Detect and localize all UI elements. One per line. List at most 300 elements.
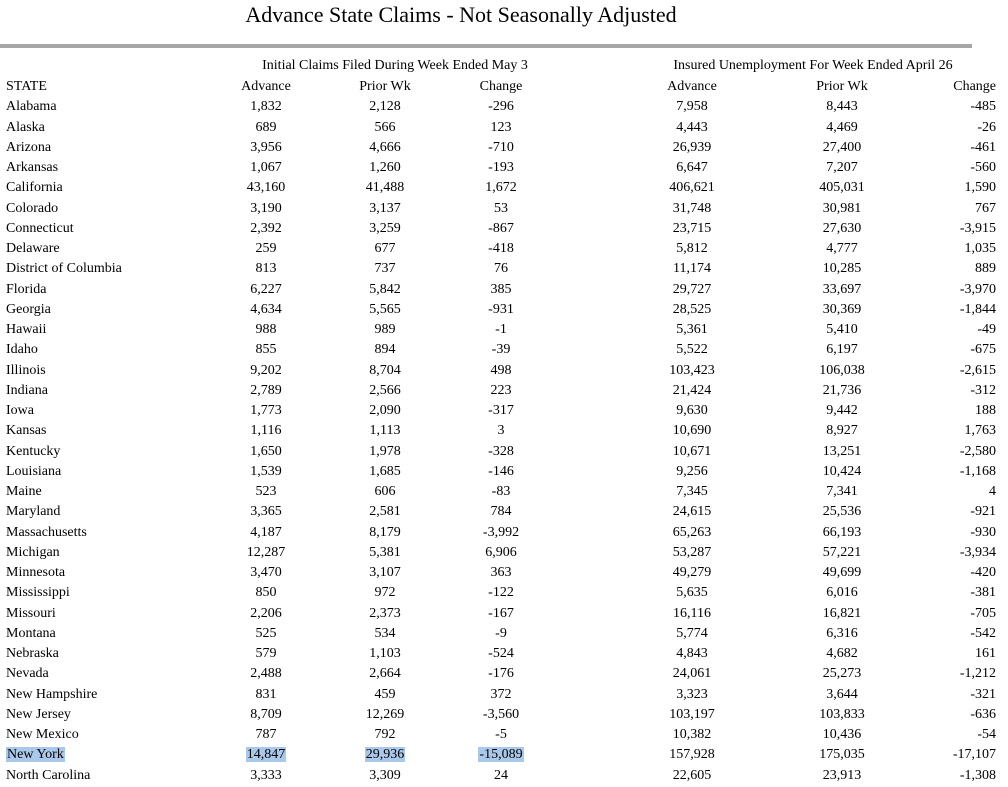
insured-advance-cell-text: 4,443 [676,119,708,135]
state-cell [6,320,46,340]
state-cell-text: Maine [6,484,42,499]
initial-change-cell [456,401,546,421]
insured-prior-cell-text: 21,736 [822,382,862,398]
insured-change-cell-text: -1,844 [959,301,996,317]
insured-change-cell [948,705,996,725]
column-header-state: STATE [6,79,47,94]
state-cell [6,563,65,583]
initial-advance-cell-text: 14,847 [246,747,286,763]
insured-advance-cell-text: 22,605 [672,767,712,783]
insured-change-cell-text: -3,915 [959,220,996,236]
initial-change-cell [456,97,546,117]
insured-prior-cell [797,401,887,421]
initial-change-cell [456,563,546,583]
state-cell-text: New Jersey [6,706,71,722]
table-row [0,583,1008,603]
insured-advance-cell-text: 5,361 [676,322,708,337]
initial-prior-cell-text: 972 [374,585,396,601]
insured-change-cell-text: 4 [989,484,996,499]
state-cell [6,644,59,664]
insured-change-cell-text: -636 [970,706,996,722]
initial-prior-cell-text: 4,666 [369,139,401,155]
insured-advance-cell [647,320,737,340]
initial-advance-cell-text: 579 [255,646,277,661]
initial-prior-cell-text: 1,978 [369,443,401,459]
insured-change-cell-text: 889 [975,261,996,277]
state-cell [6,239,60,259]
insured-advance-cell-text: 6,647 [676,160,708,175]
initial-change-cell [456,725,546,745]
initial-advance-cell-text: 3,470 [250,565,282,580]
insured-prior-cell-text: 30,369 [822,301,862,317]
table-row [0,401,1008,421]
table-row [0,178,1008,198]
insured-advance-cell-text: 103,423 [669,362,715,378]
table-row [0,604,1008,624]
insured-advance-cell [647,664,737,684]
initial-advance-cell [221,462,311,482]
table-row [0,97,1008,117]
state-cell [6,381,48,401]
initial-change-cell [456,766,546,786]
insured-change-cell-text: -321 [970,686,996,702]
initial-advance-cell [221,644,311,664]
table-row [0,239,1008,259]
insured-advance-cell [647,199,737,219]
insured-prior-cell-text: 405,031 [819,180,865,196]
insured-advance-cell-text: 5,635 [676,585,708,601]
insured-prior-cell [797,502,887,522]
initial-advance-cell-text: 6,227 [250,281,282,297]
initial-advance-cell-text: 2,206 [250,605,282,621]
insured-prior-cell [797,583,887,603]
initial-change-cell-text: 76 [494,261,508,277]
initial-claims-group-header: Initial Claims Filed During Week Ended May 3 [262,58,528,73]
insured-advance-cell-text: 406,621 [669,180,715,196]
initial-advance-cell-text: 12,287 [246,544,286,560]
state-cell [6,138,51,158]
insured-prior-cell-text: 10,285 [822,261,862,277]
insured-change-cell-text: 1,590 [964,180,996,196]
insured-prior-cell-text: 33,697 [822,281,862,297]
insured-prior-cell [797,604,887,624]
insured-change-cell-text: -26 [977,119,996,135]
initial-prior-cell [340,381,430,401]
insured-prior-cell-text: 57,221 [822,544,862,560]
state-cell-text: Kansas [6,423,47,439]
insured-prior-cell [797,259,887,279]
initial-prior-cell [340,705,430,725]
initial-change-cell [456,138,546,158]
initial-prior-cell-text: 41,488 [365,180,405,196]
insured-change-cell [948,624,996,644]
initial-change-cell [456,280,546,300]
title-divider [0,44,972,48]
insured-prior-cell [797,158,887,178]
initial-advance-cell-text: 8,709 [250,706,282,722]
initial-prior-cell-text: 2,373 [369,605,401,621]
initial-change-cell-text: -146 [488,463,514,479]
initial-advance-cell-text: 43,160 [246,180,286,196]
initial-change-cell [456,361,546,381]
insured-advance-cell-text: 31,748 [672,200,712,216]
insured-change-cell [948,563,996,583]
initial-prior-cell [340,300,430,320]
insured-prior-cell-text: 103,833 [819,706,865,722]
insured-change-cell [948,138,996,158]
insured-advance-cell-text: 11,174 [673,261,711,277]
insured-prior-cell-text: 27,630 [822,220,862,236]
state-cell [6,462,61,482]
state-cell [6,401,34,421]
initial-prior-cell-text: 792 [374,727,396,742]
insured-advance-cell [647,118,737,138]
insured-prior-cell [797,361,887,381]
initial-prior-cell-text: 2,664 [369,666,401,682]
initial-advance-cell-text: 2,488 [250,666,282,682]
insured-advance-cell-text: 23,715 [672,220,712,236]
initial-change-cell-text: 223 [490,382,512,398]
insured-prior-cell-text: 49,699 [822,565,862,580]
state-cell-text: Louisiana [6,463,62,479]
initial-advance-cell-text: 2,789 [250,382,282,398]
insured-advance-cell-text: 9,256 [676,463,708,479]
insured-advance-cell-text: 7,345 [676,484,708,499]
initial-advance-cell [221,138,311,158]
insured-change-cell-text: 767 [975,200,996,216]
initial-prior-cell [340,138,430,158]
insured-prior-cell [797,97,887,117]
insured-prior-cell-text: 4,469 [826,119,858,135]
state-cell [6,300,51,320]
insured-advance-cell-text: 3,323 [676,686,708,702]
state-cell-text: Iowa [6,403,34,418]
insured-advance-cell [647,543,737,563]
initial-change-cell-text: 372 [490,686,512,702]
insured-prior-cell [797,340,887,360]
insured-advance-cell [647,462,737,482]
initial-advance-cell [221,239,311,259]
insured-advance-cell [647,482,737,502]
initial-change-cell-text: 24 [494,767,508,783]
initial-prior-cell-text: 3,107 [369,565,401,580]
initial-prior-cell-text: 12,269 [365,706,405,722]
insured-advance-cell-text: 5,812 [676,241,708,256]
state-cell [6,583,70,603]
initial-change-cell-text: -418 [488,241,514,256]
insured-advance-cell-text: 24,615 [672,504,712,520]
initial-prior-cell [340,462,430,482]
insured-prior-cell-text: 4,682 [826,646,858,661]
insured-prior-cell [797,138,887,158]
initial-prior-cell [340,745,430,765]
state-cell-text: Mississippi [6,585,70,601]
initial-prior-cell-text: 8,704 [369,362,401,378]
insured-change-cell-text: 1,035 [964,241,996,256]
insured-advance-cell-text: 157,928 [669,747,715,763]
insured-change-cell [948,523,996,543]
insured-change-cell-text: -312 [970,382,996,398]
initial-prior-cell [340,259,430,279]
initial-change-cell-text: -39 [491,342,511,358]
insured-prior-cell-text: 106,038 [819,362,865,378]
initial-prior-cell [340,340,430,360]
initial-advance-cell-text: 1,539 [250,463,282,479]
insured-change-cell-text: -921 [970,504,996,520]
initial-change-cell-text: -83 [491,484,511,499]
state-cell-text: Montana [6,625,56,641]
initial-advance-cell [221,523,311,543]
column-header-insured-change: Change [953,79,996,94]
initial-prior-cell-text: 459 [374,686,396,702]
insured-advance-cell-text: 9,630 [676,403,708,418]
initial-prior-cell-text: 2,128 [369,99,401,115]
insured-advance-cell [647,502,737,522]
insured-advance-cell-text: 5,522 [676,342,708,358]
initial-advance-cell [221,745,311,765]
initial-change-cell [456,664,546,684]
initial-prior-cell [340,320,430,340]
initial-prior-cell-text: 2,090 [369,403,401,418]
insured-advance-cell [647,563,737,583]
table-row [0,502,1008,522]
insured-prior-cell [797,523,887,543]
initial-prior-cell [340,118,430,138]
insured-change-cell [948,583,996,603]
insured-change-cell [948,381,996,401]
insured-prior-cell-text: 9,442 [826,403,858,418]
initial-advance-cell [221,705,311,725]
initial-change-cell-text: 784 [490,504,512,520]
insured-change-cell-text: -1,212 [959,666,996,682]
initial-prior-cell [340,239,430,259]
initial-advance-cell [221,280,311,300]
initial-change-cell [456,381,546,401]
insured-advance-cell [647,280,737,300]
insured-prior-cell [797,178,887,198]
initial-change-cell [456,543,546,563]
initial-advance-cell [221,543,311,563]
initial-prior-cell [340,219,430,239]
state-cell [6,361,46,381]
initial-prior-cell-text: 5,565 [369,301,401,317]
insured-advance-cell [647,259,737,279]
initial-prior-cell-text: 5,381 [369,544,401,560]
state-cell [6,685,97,705]
table-row [0,563,1008,583]
initial-change-cell [456,644,546,664]
initial-prior-cell-text: 8,179 [369,524,401,540]
insured-change-cell [948,766,996,786]
table-row [0,482,1008,502]
insured-change-cell [948,259,996,279]
initial-advance-cell [221,421,311,441]
insured-change-cell [948,644,996,664]
initial-prior-cell [340,482,430,502]
insured-change-cell [948,118,996,138]
initial-prior-cell [340,502,430,522]
initial-change-cell-text: -867 [488,220,514,236]
state-cell-text: Connecticut [6,220,74,236]
insured-advance-cell-text: 49,279 [672,565,712,580]
initial-change-cell [456,259,546,279]
initial-change-cell [456,462,546,482]
table-row [0,664,1008,684]
insured-prior-cell [797,644,887,664]
insured-advance-cell [647,178,737,198]
insured-advance-cell [647,766,737,786]
insured-prior-cell [797,219,887,239]
initial-change-cell-text: 385 [490,281,512,297]
initial-prior-cell [340,766,430,786]
initial-change-cell [456,502,546,522]
initial-change-cell-text: 363 [490,565,512,580]
initial-change-cell-text: 3 [497,423,505,439]
initial-change-cell [456,239,546,259]
table-row [0,158,1008,178]
table-row [0,725,1008,745]
insured-change-cell-text: -560 [970,160,996,175]
state-cell [6,219,74,239]
table-row [0,259,1008,279]
initial-advance-cell-text: 3,956 [250,139,282,155]
initial-prior-cell [340,685,430,705]
insured-prior-cell [797,725,887,745]
table-row [0,523,1008,543]
insured-advance-cell-text: 29,727 [672,281,712,297]
initial-change-cell-text: 1,672 [485,180,517,196]
initial-advance-cell-text: 259 [255,241,277,256]
table-header-row [0,77,1008,97]
initial-change-cell-text: -15,089 [479,747,523,763]
state-cell-text: Missouri [6,605,56,621]
state-cell [6,624,56,644]
insured-change-cell [948,300,996,320]
insured-change-cell [948,199,996,219]
insured-change-cell [948,442,996,462]
state-cell [6,199,58,219]
initial-prior-cell [340,421,430,441]
state-cell-text: Alabama [6,99,57,115]
initial-advance-cell [221,685,311,705]
initial-advance-cell [221,97,311,117]
insured-change-cell [948,685,996,705]
insured-prior-cell [797,300,887,320]
initial-advance-cell-text: 689 [255,119,277,135]
state-cell [6,340,38,360]
initial-change-cell-text: -167 [488,605,514,621]
initial-advance-cell-text: 855 [255,342,277,358]
insured-change-cell [948,340,996,360]
insured-prior-cell-text: 25,536 [822,504,862,520]
insured-advance-cell [647,725,737,745]
state-cell-text: Arkansas [6,160,59,175]
initial-advance-cell-text: 4,634 [250,301,282,317]
state-cell [6,523,87,543]
initial-advance-cell-text: 831 [255,686,277,702]
insured-prior-cell-text: 4,777 [826,241,858,256]
state-cell-text: Nevada [6,666,49,682]
initial-change-cell [456,178,546,198]
insured-change-cell-text: -930 [970,524,996,540]
insured-prior-cell [797,118,887,138]
state-cell [6,158,58,178]
insured-prior-cell [797,624,887,644]
table-row [0,361,1008,381]
state-cell-text: Maryland [6,504,61,520]
table-row [0,442,1008,462]
insured-change-cell [948,502,996,522]
table-row [0,219,1008,239]
initial-advance-cell [221,482,311,502]
insured-advance-cell-text: 26,939 [672,139,712,155]
insured-prior-cell [797,421,887,441]
initial-prior-cell [340,199,430,219]
insured-advance-cell [647,604,737,624]
initial-prior-cell-text: 2,566 [369,382,401,398]
insured-change-cell [948,320,996,340]
insured-advance-cell [647,421,737,441]
initial-prior-cell-text: 1,685 [369,463,401,479]
initial-prior-cell [340,725,430,745]
insured-change-cell-text: -3,970 [959,281,996,297]
initial-advance-cell-text: 9,202 [250,362,282,378]
insured-change-cell-text: -54 [977,727,996,742]
initial-advance-cell [221,219,311,239]
initial-change-cell [456,482,546,502]
initial-advance-cell [221,583,311,603]
insured-prior-cell [797,482,887,502]
initial-change-cell-text: -3,992 [482,524,520,540]
insured-advance-cell [647,583,737,603]
state-cell [6,118,45,138]
initial-prior-cell-text: 1,103 [369,646,401,661]
insured-prior-cell-text: 7,341 [826,484,858,499]
initial-change-cell-text: -524 [488,646,514,661]
insured-advance-cell-text: 21,424 [672,382,712,398]
initial-change-cell [456,158,546,178]
initial-prior-cell [340,442,430,462]
insured-advance-cell [647,361,737,381]
initial-prior-cell [340,158,430,178]
insured-advance-cell-text: 5,774 [676,625,708,641]
state-cell-text: Illinois [6,362,46,378]
insured-change-cell [948,97,996,117]
insured-change-cell [948,462,996,482]
insured-prior-cell [797,745,887,765]
initial-prior-cell [340,361,430,381]
insured-change-cell-text: -420 [970,565,996,580]
column-header-insured-advance: Advance [667,79,717,94]
state-cell [6,421,46,441]
initial-prior-cell [340,523,430,543]
state-cell-text: Colorado [6,200,59,216]
initial-change-cell [456,523,546,543]
insured-change-cell [948,421,996,441]
initial-advance-cell-text: 850 [255,585,277,601]
initial-change-cell [456,604,546,624]
state-cell [6,745,65,765]
initial-advance-cell [221,381,311,401]
insured-prior-cell [797,199,887,219]
state-cell [6,705,71,725]
insured-change-cell [948,219,996,239]
insured-advance-cell-text: 4,843 [676,646,708,661]
initial-change-cell [456,199,546,219]
insured-prior-cell-text: 30,981 [822,200,862,216]
initial-change-cell-text: -122 [488,585,514,601]
initial-advance-cell [221,664,311,684]
